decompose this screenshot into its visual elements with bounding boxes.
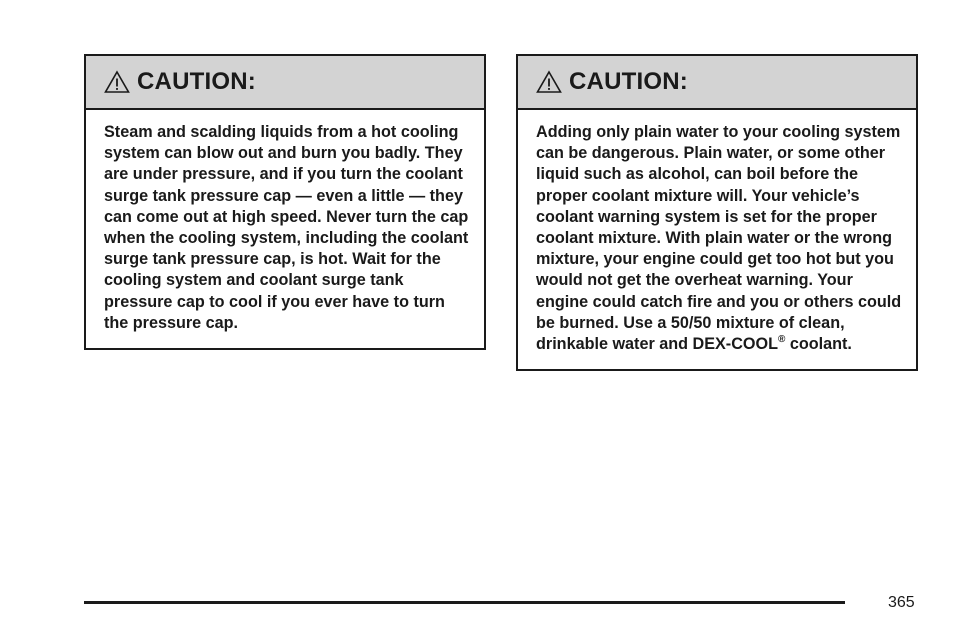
caution-text-end: coolant. <box>785 335 852 354</box>
caution-header <box>518 56 916 110</box>
footer-rule <box>84 601 845 604</box>
registered-trademark-mark: ® <box>777 334 786 346</box>
caution-text <box>518 110 916 369</box>
caution-title: CAUTION: <box>137 68 256 95</box>
caution-text: Steam and scalding liquids from a hot cooling system can blow out and burn you badly. They are under pressure, and if you turn the coolant surge tank pressure cap — even a little — they can come out at high speed. Never turn the cap when the cooling system, including the coolant surge tank pressure cap, is hot. Wait for the cooling system and coolant surge tank pressure cap to cool if you ever have to turn the pressure cap. <box>104 123 469 332</box>
caution-box-plain-water <box>516 54 918 371</box>
page-number: 365 <box>888 594 915 611</box>
warning-triangle-icon <box>104 70 130 94</box>
caution-text-main: Adding only plain water to your cooling system can be dangerous. Plain water, or some other liquid such as alcohol, can boil before the proper coolant mixture will. Your vehicle’s coolant warning system is set for the proper coolant mixture. With plain water or the wrong mixture, your engine could get too hot but you would not get the overheat warning. Your engine could catch fire and you or others could be burned. Use a 50/50 mixture of clean, drinkable water and DEX-COOL <box>536 123 902 354</box>
warning-triangle-icon <box>536 70 562 94</box>
caution-title: CAUTION: <box>569 68 688 95</box>
caution-header <box>86 56 484 110</box>
caution-box-steam <box>84 54 486 350</box>
